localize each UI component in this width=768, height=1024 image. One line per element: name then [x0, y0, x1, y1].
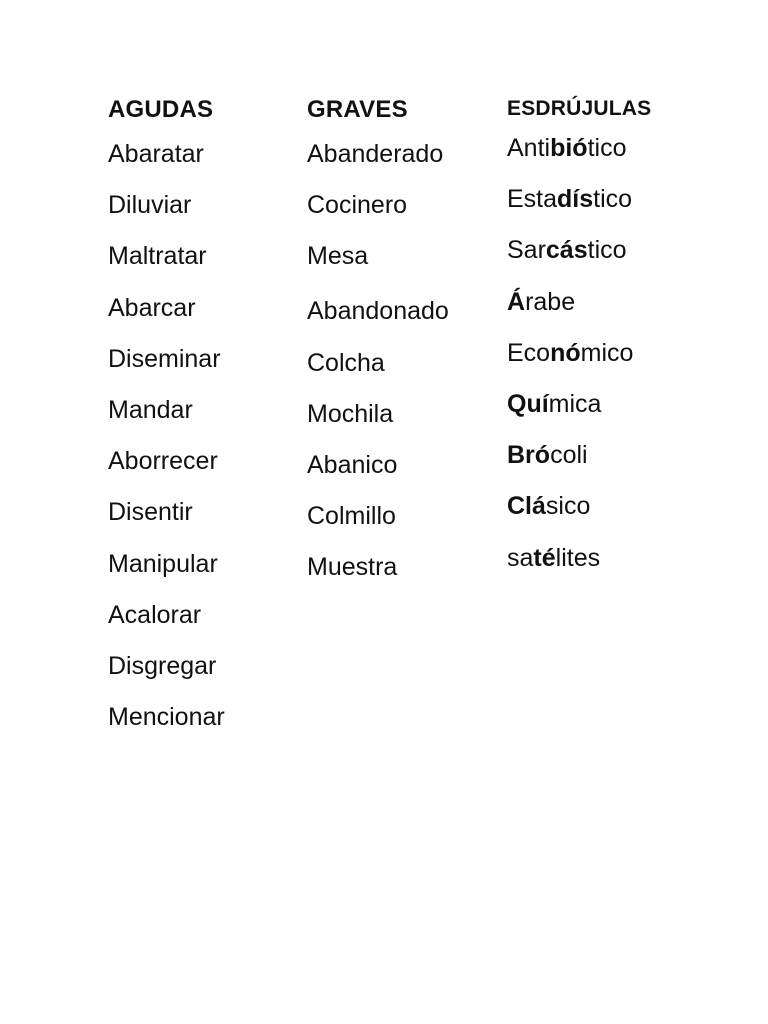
word-item: [507, 277, 707, 328]
word-item: [507, 481, 707, 532]
word-item: Diluviar: [108, 191, 192, 220]
word-item: Mandar: [108, 396, 193, 425]
column-graves: [307, 94, 467, 594]
column-header-graves: GRAVES: [307, 96, 408, 123]
word-suffix: tico: [587, 236, 627, 265]
word-item: Disentir: [108, 498, 193, 527]
stressed-syllable: Á: [507, 287, 526, 316]
word-item: Abanico: [307, 451, 398, 480]
word-list-graves: [307, 129, 467, 594]
word-item: [507, 174, 707, 225]
column-esdrujulas: [507, 94, 707, 584]
word-prefix: sa: [507, 543, 534, 572]
word-item: Colcha: [307, 348, 385, 377]
word-item: Cocinero: [307, 191, 408, 220]
word-prefix: Anti: [507, 134, 551, 162]
stressed-syllable: cás: [545, 236, 588, 265]
word-prefix: Sar: [507, 236, 546, 265]
word-item: [507, 225, 707, 276]
stressed-syllable: dís: [557, 185, 594, 214]
word-suffix: mica: [548, 390, 602, 419]
word-item: Abaratar: [108, 140, 204, 168]
stressed-syllable: Bró: [507, 441, 551, 470]
word-item: Mencionar: [108, 703, 225, 732]
word-item: Colmillo: [307, 502, 396, 531]
word-item: [507, 328, 707, 379]
word-item: Abandonado: [307, 296, 449, 325]
word-prefix: Esta: [507, 185, 558, 214]
stressed-syllable: nó: [550, 338, 581, 367]
word-list-agudas: [108, 129, 298, 743]
word-item: Abanderado: [307, 140, 444, 168]
word-item: [507, 123, 707, 174]
word-item: [507, 430, 707, 481]
word-item: [507, 379, 707, 430]
column-header-esdrujulas: ESDRÚJULAS: [507, 97, 652, 120]
word-suffix: mico: [580, 338, 634, 367]
word-item: Disgregar: [108, 652, 217, 681]
word-suffix: lites: [555, 543, 601, 572]
word-item: Diseminar: [108, 344, 221, 373]
word-prefix: Eco: [507, 338, 551, 367]
word-suffix: coli: [550, 441, 588, 470]
column-agudas: [108, 94, 298, 743]
stressed-syllable: Clá: [507, 492, 546, 521]
word-item: Mesa: [307, 242, 369, 271]
stressed-syllable: Quí: [507, 390, 549, 419]
word-item: Mochila: [307, 399, 394, 428]
word-suffix: tico: [593, 185, 633, 214]
column-header-agudas: AGUDAS: [108, 96, 214, 123]
word-item: Muestra: [307, 553, 398, 582]
word-list-esdrujulas: [507, 123, 707, 584]
word-item: Acalorar: [108, 600, 202, 629]
word-suffix: sico: [545, 492, 591, 521]
stressed-syllable: té: [533, 543, 556, 572]
word-item: [507, 533, 707, 584]
word-item: Aborrecer: [108, 447, 218, 476]
word-suffix: tico: [587, 134, 627, 162]
stressed-syllable: bió: [550, 134, 588, 162]
word-suffix: rabe: [525, 287, 576, 316]
word-item: Abarcar: [108, 293, 196, 322]
word-item: Maltratar: [108, 242, 207, 271]
word-item: Manipular: [108, 549, 218, 578]
